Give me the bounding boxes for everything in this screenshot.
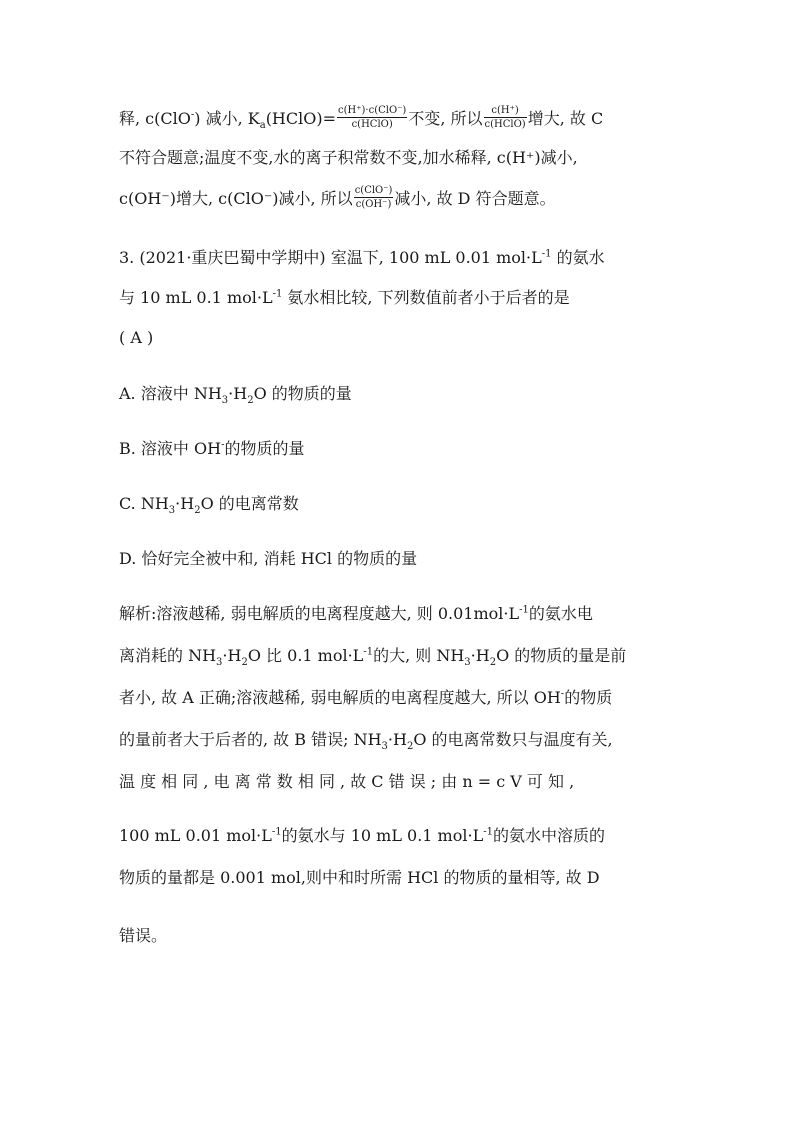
subscript: 2 (194, 505, 201, 517)
analysis-line-4 (119, 729, 613, 751)
analysis-line-2 (119, 645, 626, 667)
option-b (119, 438, 305, 460)
superscript: -1 (363, 646, 374, 658)
text-run: 与 10 mL 0.1 mol·L (119, 288, 273, 307)
text-run: 离消耗的 NH (119, 646, 217, 665)
subscript: 2 (247, 395, 254, 407)
superscript: -1 (541, 248, 552, 260)
text-run: A. 溶液中 NH (119, 384, 222, 403)
answer-bracket: ( A ) (119, 328, 154, 347)
text-run: C. NH (119, 494, 169, 513)
option-d: D. 恰好完全被中和, 消耗 HCl 的物质的量 (119, 549, 418, 568)
explanation-line-1 (119, 107, 603, 132)
fraction-clo-over-oh (354, 185, 394, 210)
text-run: O 的电离常数 (200, 494, 299, 513)
text-run: 减小, 故 D 符合题意。 (394, 189, 556, 208)
text-run: ) 减小, K (194, 109, 260, 128)
superscript: - (560, 688, 565, 700)
fraction-denominator: c(HClO) (351, 119, 393, 130)
question-3-line-1 (119, 247, 605, 269)
text-run: 的氨水电 (528, 604, 593, 623)
text-run: ·H (175, 494, 195, 513)
subscript: 3 (381, 741, 388, 753)
text-run: 的大, 则 NH (373, 646, 465, 665)
text-run: B. 溶液中 OH (119, 439, 222, 458)
superscript: -1 (519, 604, 529, 616)
text-run: ·H (228, 384, 248, 403)
fraction-ka-expression (337, 105, 407, 130)
text-run: 的物质的量 (224, 439, 305, 458)
fraction-denominator: c(OH⁻) (355, 199, 392, 210)
text-run: O 的电离常数只与温度有关, (413, 730, 613, 749)
explanation-line-2: 不符合题意;温度不变,水的离子积常数不变,加水稀释, c(H⁺)减小, (119, 148, 578, 167)
explanation-line-3 (119, 187, 556, 212)
subscript: 2 (406, 741, 414, 753)
superscript: -1 (483, 826, 493, 838)
subscript: 3 (168, 505, 176, 517)
superscript: -1 (271, 826, 282, 838)
question-3-line-2 (119, 287, 570, 309)
text-run: 的物质 (564, 688, 613, 707)
analysis-line-8: 错误。 (119, 926, 168, 945)
fraction-numerator: c(ClO⁻) (354, 185, 393, 196)
text-run: 释, c(ClO (119, 109, 191, 128)
analysis-line-5: 温 度 相 同 , 电 离 常 数 相 同 , 故 C 错 误 ; 由 n = c V 可 知 , (119, 772, 575, 791)
subscript: 2 (489, 657, 497, 669)
fraction-numerator: c(H⁺)·c(ClO⁻) (338, 105, 407, 116)
text-run: 的量前者大于后者的, 故 B 错误; NH (119, 730, 382, 749)
text-run: 增大, 故 C (527, 109, 604, 128)
analysis-line-3 (119, 687, 612, 709)
text-run: 的氨水与 10 mL 0.1 mol·L (281, 826, 484, 845)
fraction-denominator: c(HClO) (484, 119, 526, 130)
text-run: ·H (222, 646, 242, 665)
text-run: 100 mL 0.01 mol·L (119, 826, 272, 845)
subscript: 3 (221, 395, 229, 407)
text-run: (HClO)= (265, 109, 337, 128)
text-run: 不变, 所以 (408, 109, 483, 128)
subscript: 3 (464, 657, 471, 669)
superscript: - (190, 109, 195, 121)
option-c (119, 493, 299, 515)
text-run: O 比 0.1 mol·L (247, 646, 364, 665)
fraction-numerator: c(H⁺) (484, 105, 527, 118)
subscript: 2 (241, 657, 248, 669)
superscript: - (221, 439, 225, 451)
subscript: 3 (216, 657, 223, 669)
text-run: 氨水相比较, 下列数值前者小于后者的是 (282, 288, 570, 307)
analysis-line-6 (119, 825, 605, 847)
analysis-line-7: 物质的量都是 0.001 mol,则中和时所需 HCl 的物质的量相等, 故 D (119, 868, 600, 887)
analysis-line-1 (119, 603, 593, 625)
text-run: 的氨水 (551, 248, 605, 267)
text-run: 的氨水中溶质的 (492, 826, 605, 845)
superscript: -1 (272, 288, 283, 300)
subscript: a (259, 120, 266, 132)
fraction-h-over-hclo (484, 105, 527, 130)
text-run: ·H (470, 646, 490, 665)
text-run: ·H (387, 730, 407, 749)
text-run: 3. (2021·重庆巴蜀中学期中) 室温下, 100 mL 0.01 mol·L (119, 248, 542, 267)
text-run: O 的物质的量 (253, 384, 352, 403)
text-run: O 的物质的量是前 (496, 646, 627, 665)
text-run: 解析:溶液越稀, 弱电解质的电离程度越大, 则 0.01mol·L (119, 604, 520, 623)
text-run: c(OH⁻)增大, c(ClO⁻)减小, 所以 (119, 189, 353, 208)
text-run: 者小, 故 A 正确;溶液越稀, 弱电解质的电离程度越大, 所以 OH (119, 688, 561, 707)
option-a (119, 383, 352, 405)
